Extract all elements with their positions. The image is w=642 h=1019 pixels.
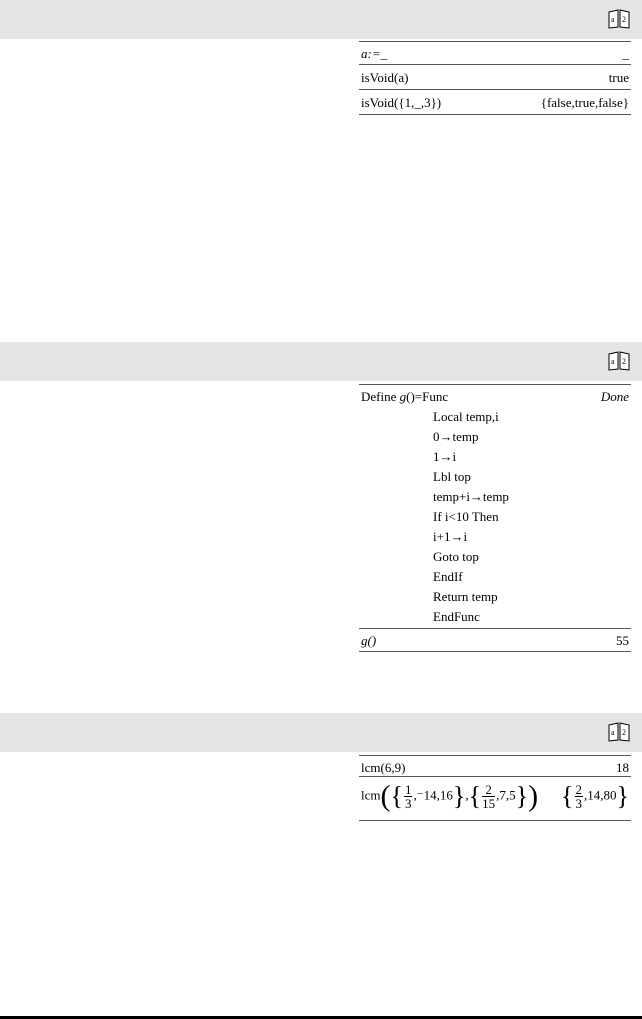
svg-text:2: 2 [622, 15, 626, 24]
define-keyword: Define [361, 389, 400, 404]
program-line: 0→temp [433, 429, 479, 444]
section-header-band [0, 0, 642, 39]
section-header-band [0, 713, 642, 752]
fraction: $\frac{1}{3}$ [404, 782, 412, 811]
lcm-list-input: lcm({ $\frac{1}{3}$ ,⁻14,16},{ $\frac{2}{15}$ ,7,5}) [361, 779, 539, 813]
catalog-book-icon [608, 722, 630, 742]
program-line: EndFunc [433, 609, 480, 624]
program-line: Goto top [433, 549, 479, 564]
lcm-example [359, 755, 631, 821]
function-name: lcm [361, 787, 381, 803]
example-output: {false,true,false} [540, 95, 629, 110]
svg-text:a: a [611, 15, 615, 24]
define-row [359, 384, 631, 629]
function-signature: ()=Func [406, 389, 449, 404]
program-line: EndIf [433, 569, 463, 584]
example-output: true [608, 70, 629, 85]
example-input: isVoid(a) [361, 70, 409, 85]
catalog-book-icon [608, 9, 630, 29]
section-header-band [0, 342, 642, 381]
program-line: 1→i [433, 449, 457, 464]
call-row [359, 629, 631, 652]
catalog-book-icon [608, 351, 630, 371]
example-row [359, 90, 631, 115]
fraction: $\frac{2}{15}$ [482, 782, 496, 811]
fraction: $\frac{2}{3}$ [575, 782, 583, 811]
call-input: g() [361, 633, 377, 648]
example-input: isVoid({1,_,3}) [361, 95, 442, 110]
program-line: If i<10 Then [433, 509, 499, 524]
program-line: i+1→i [433, 529, 468, 544]
svg-text:a: a [611, 728, 615, 737]
svg-text:a: a [611, 357, 615, 366]
example-row [359, 41, 631, 65]
isvoid-example [359, 41, 631, 115]
lcm-list-output: { $\frac{2}{3}$ ,14,80} [561, 781, 629, 811]
program-line: temp+i→temp [433, 489, 509, 504]
example-input: a:=_ [361, 46, 388, 61]
function-name: g [399, 389, 407, 404]
svg-text:2: 2 [622, 728, 626, 737]
example-row [359, 65, 631, 90]
program-line: Local temp,i [433, 409, 499, 424]
define-input [361, 389, 448, 405]
example-output: 18 [616, 760, 629, 775]
program-line: Return temp [433, 589, 498, 604]
svg-text:2: 2 [622, 357, 626, 366]
call-output: 55 [616, 633, 629, 648]
goto-example [359, 384, 631, 652]
example-row [359, 777, 631, 821]
example-row [359, 755, 631, 777]
example-output: _ [622, 46, 629, 61]
define-output: Done [600, 389, 629, 404]
program-line: Lbl top [433, 469, 471, 484]
example-input: lcm(6,9) [361, 760, 406, 775]
